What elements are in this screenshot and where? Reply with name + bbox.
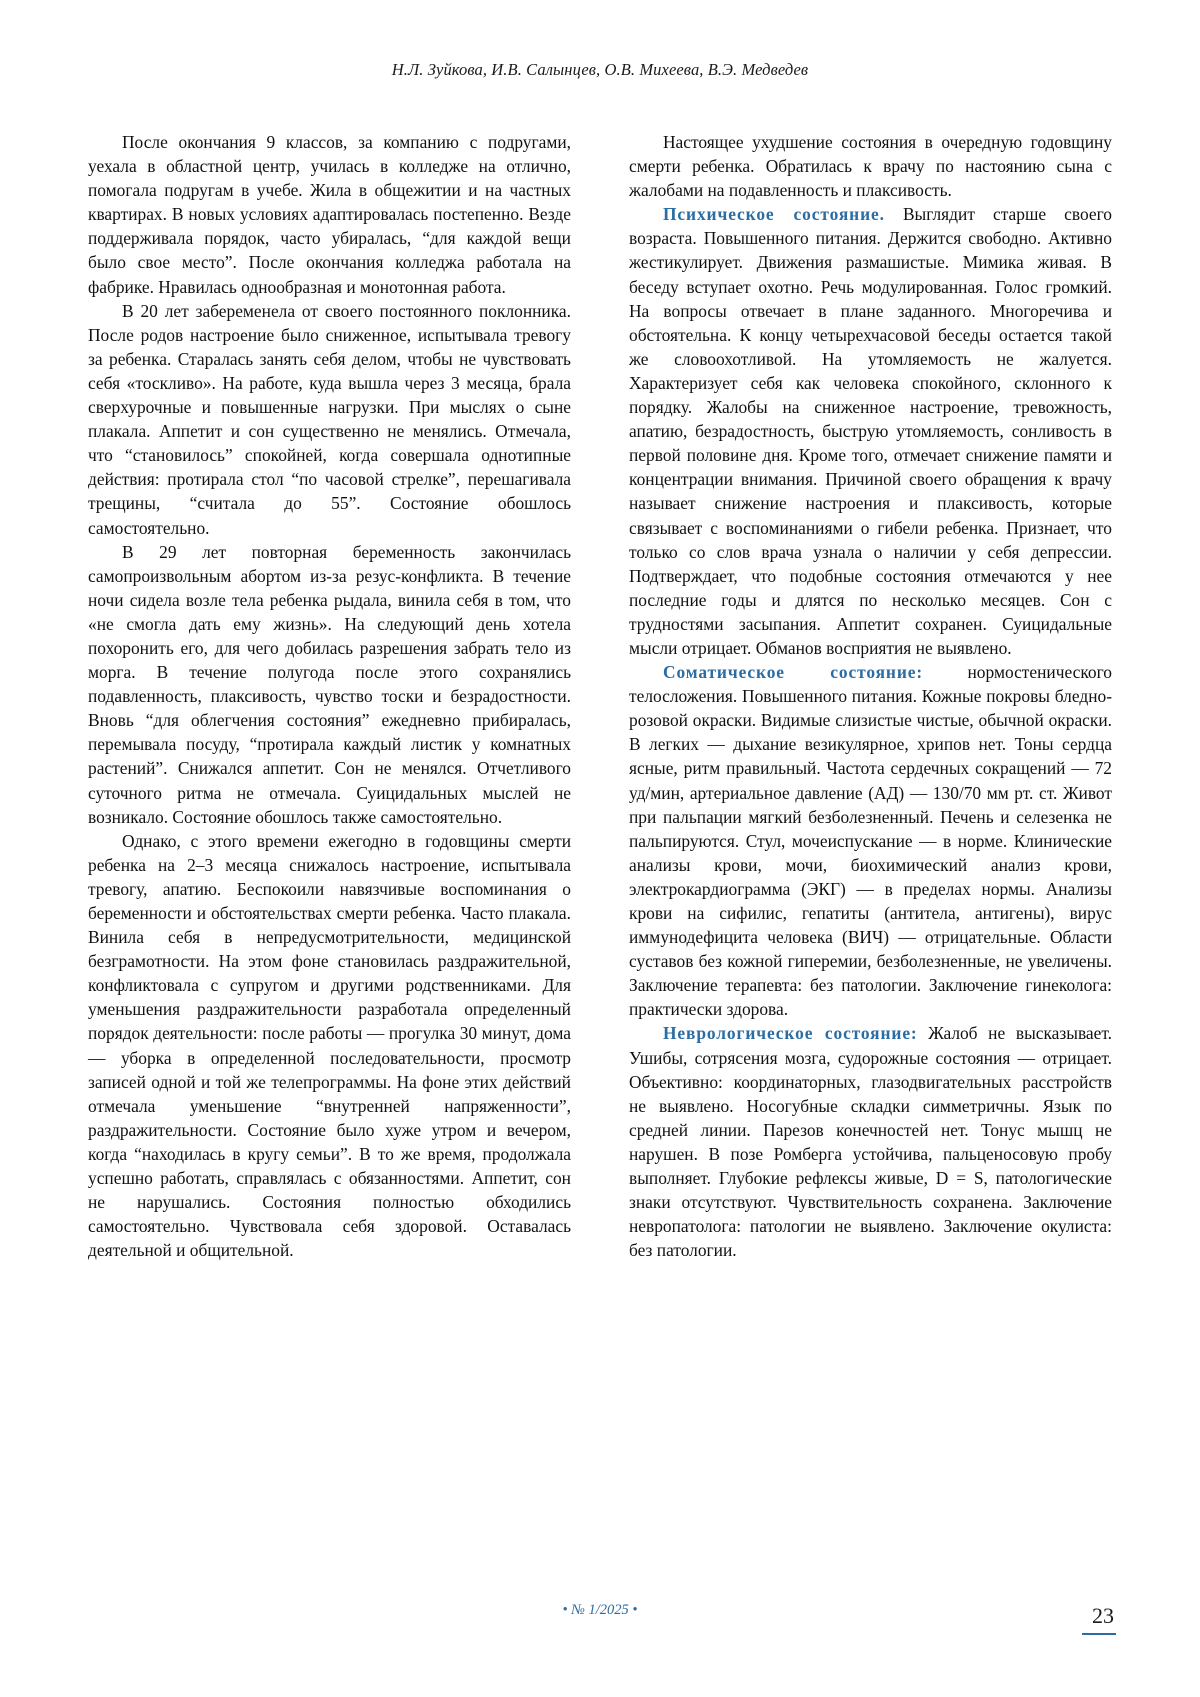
section-heading-somatic-state: Соматическое состояние: [663, 662, 924, 683]
paragraph [629, 130, 1112, 202]
paragraph-neurological-state [629, 1021, 1112, 1262]
paragraph-text: Настоящее ухудшение состояния в очередную годовщину смерти ребенка. Обратилась к врачу по настоянию сына с жалобами на подавленность и плаксивость. [629, 132, 1112, 201]
footer-issue: • № 1/2025 • [562, 1602, 638, 1618]
running-head-authors: Н.Л. Зуйкова, И.В. Салынцев, О.В. Михеева, В.Э. Медведев [391, 60, 809, 79]
paragraph-text: Выглядит старше своего возраста. Повышенного питания. Держится свободно. Активно жестикулирует. Движения размашистые. Мимика живая. В беседу вступает охотно. Речь модулированная. Голос громкий. На вопросы отвечает в плане заданного. Многоречива и обстоятельна. К концу четырехчасовой беседы остается такой же словоохотливой. На утомляемость не жалуется. Характеризует себя как человека спокойного, склонного к порядку. Жалобы на сниженное настроение, тревожность, апатию, безрадостность, быструю утомляемость, сонливость в первой половине дня. Кроме того, отмечает снижение памяти и концентрации внимания. Причиной своего обращения к врачу называет снижение настроения и плаксивость, которые связывает с воспоминаниями о гибели ребенка. Признает, что только со слов врача узнала о наличии у себя депрессии. Подтверждает, что подобные состояния отмечаются у нее последние годы и длятся по несколько месяцев. Сон с трудностями засыпания. Аппетит сохранен. Суицидальные мысли отрицает. Обманов восприятия не выявлено. [629, 204, 1112, 658]
section-heading-neurological-state: Неврологическое состояние: [663, 1023, 918, 1044]
paragraph: В 29 лет повторная беременность закончилась самопроизвольным абортом из-за резус-конфликта. В течение ночи сидела возле тела ребенка рыдала, винила себя в том, что «не смогла дать ему жизнь». На следующий день хотела похоронить его, для чего добилась разрешения забрать тело из морга. В течение полугода после этого сохранялись подавленность, плаксивость, чувство тоски и безрадостности. Вновь “для облегчения состояния” ежедневно прибиралась, перемывала посуду, “протирала каждый листик у комнатных растений”. Снижался аппетит. Сон не менялся. Отчетливого суточного ритма не отмечала. Суицидальных мыслей не возникало. Состояние обошлось также самостоятельно. [88, 541, 571, 827]
left-column [88, 130, 571, 1530]
page-number: 23 [1092, 1603, 1114, 1628]
section-heading-mental-state: Психическое состояние. [663, 204, 885, 225]
paragraph-somatic-state [629, 660, 1112, 1021]
paragraph-text: нормостенического телосложения. Повышенного питания. Кожные покровы бледно-розовой окраски. Видимые слизистые чистые, обычной окраски. В легких — дыхание везикулярное, хрипов нет. Тоны сердца ясные, ритм правильный. Частота сердечных сокращений — 72 уд/мин, артериальное давление (АД) — 130/70 мм рт. ст. Живот при пальпации мягкий безболезненный. Печень и селезенка не пальпируются. Стул, мочеиспускание — в норме. Клинические анализы крови, мочи, биохимический анализ крови, электрокардиограмма (ЭКГ) — в пределах нормы. Анализы крови на сифилис, гепатиты (антитела, антигены), вирус иммунодефицита человека (ВИЧ) — отрицательные. Области суставов без кожной гиперемии, безболезненные, не увеличены. Заключение терапевта: без патологии. Заключение гинеколога: практически здорова. [629, 662, 1112, 1020]
paragraph: После окончания 9 классов, за компанию с подругами, уехала в областной центр, училась в колледже на отлично, помогала подругам в учебе. Жила в общежитии и на частных квартирах. В новых условиях адаптировалась постепенно. Везде поддерживала порядок, часто убиралась, “для каждой вещи было свое место”. После окончания колледжа работала на фабрике. Нравилась однообразная и монотонная работа. [88, 132, 571, 297]
right-column [629, 130, 1112, 1530]
paragraph-mental-state [629, 202, 1112, 660]
paragraph-text: Жалоб не высказывает. Ушибы, сотрясения мозга, судорожные состояния — отрицает. Объективно: координаторных, глазодвигательных расстройств не выявлено. Носогубные складки симметричны. Язык по средней линии. Парезов конечностей нет. Тонус мышц не нарушен. В позе Ромберга устойчива, пальценосовую пробу выполняет. Глубокие рефлексы живые, D = S, патологические знаки отсутствуют. Чувствительность сохранена. Заключение невропатолога: патологии не выявлено. Заключение окулиста: без патологии. [629, 1023, 1112, 1261]
paragraph: Однако, с этого времени ежегодно в годовщины смерти ребенка на 2–3 месяца снижалось настроение, испытывала тревогу, апатию. Беспокоили навязчивые воспоминания о беременности и обстоятельствах смерти ребенка. Часто плакала. Винила себя в непредусмотрительности, медицинской безграмотности. На этом фоне становилась раздражительной, конфликтовала с супругом и другими родственниками. Для уменьшения раздражительности разработала определенный порядок деятельности: после работы — прогулка 30 минут, дома — уборка в определенной последовательности, просмотр записей одной и той же телепрограммы. На фоне этих действий отмечала уменьшение “внутренней напряженности”, раздражительности. Состояние было хуже утром и вечером, когда “находилась в кругу семьи”. В то же время, продолжала успешно работать, справлялась с обязанностями. Аппетит, сон не нарушались. Состояния полностью обходились самостоятельно. Чувствовала себя здоровой. Оставалась деятельной и общительной. [88, 830, 571, 1261]
paragraph: В 20 лет забеременела от своего постоянного поклонника. После родов настроение было сниженное, испытывала тревогу за ребенка. Старалась занять себя делом, чтобы не чувствовать себя «тоскливо». На работе, куда вышла через 3 месяца, брала сверхурочные и повышенные нагрузки. При мыслях о сыне плакала. Аппетит и сон существенно не менялись. Отмечала, что “становилось” спокойней, когда совершала однотипные действия: протирала стол “по часовой стрелке”, перешагивала трещины, “считала до 55”. Состояние обошлось самостоятельно. [88, 300, 571, 538]
page-number-rule [1082, 1633, 1116, 1635]
two-column-body [88, 130, 1112, 1530]
